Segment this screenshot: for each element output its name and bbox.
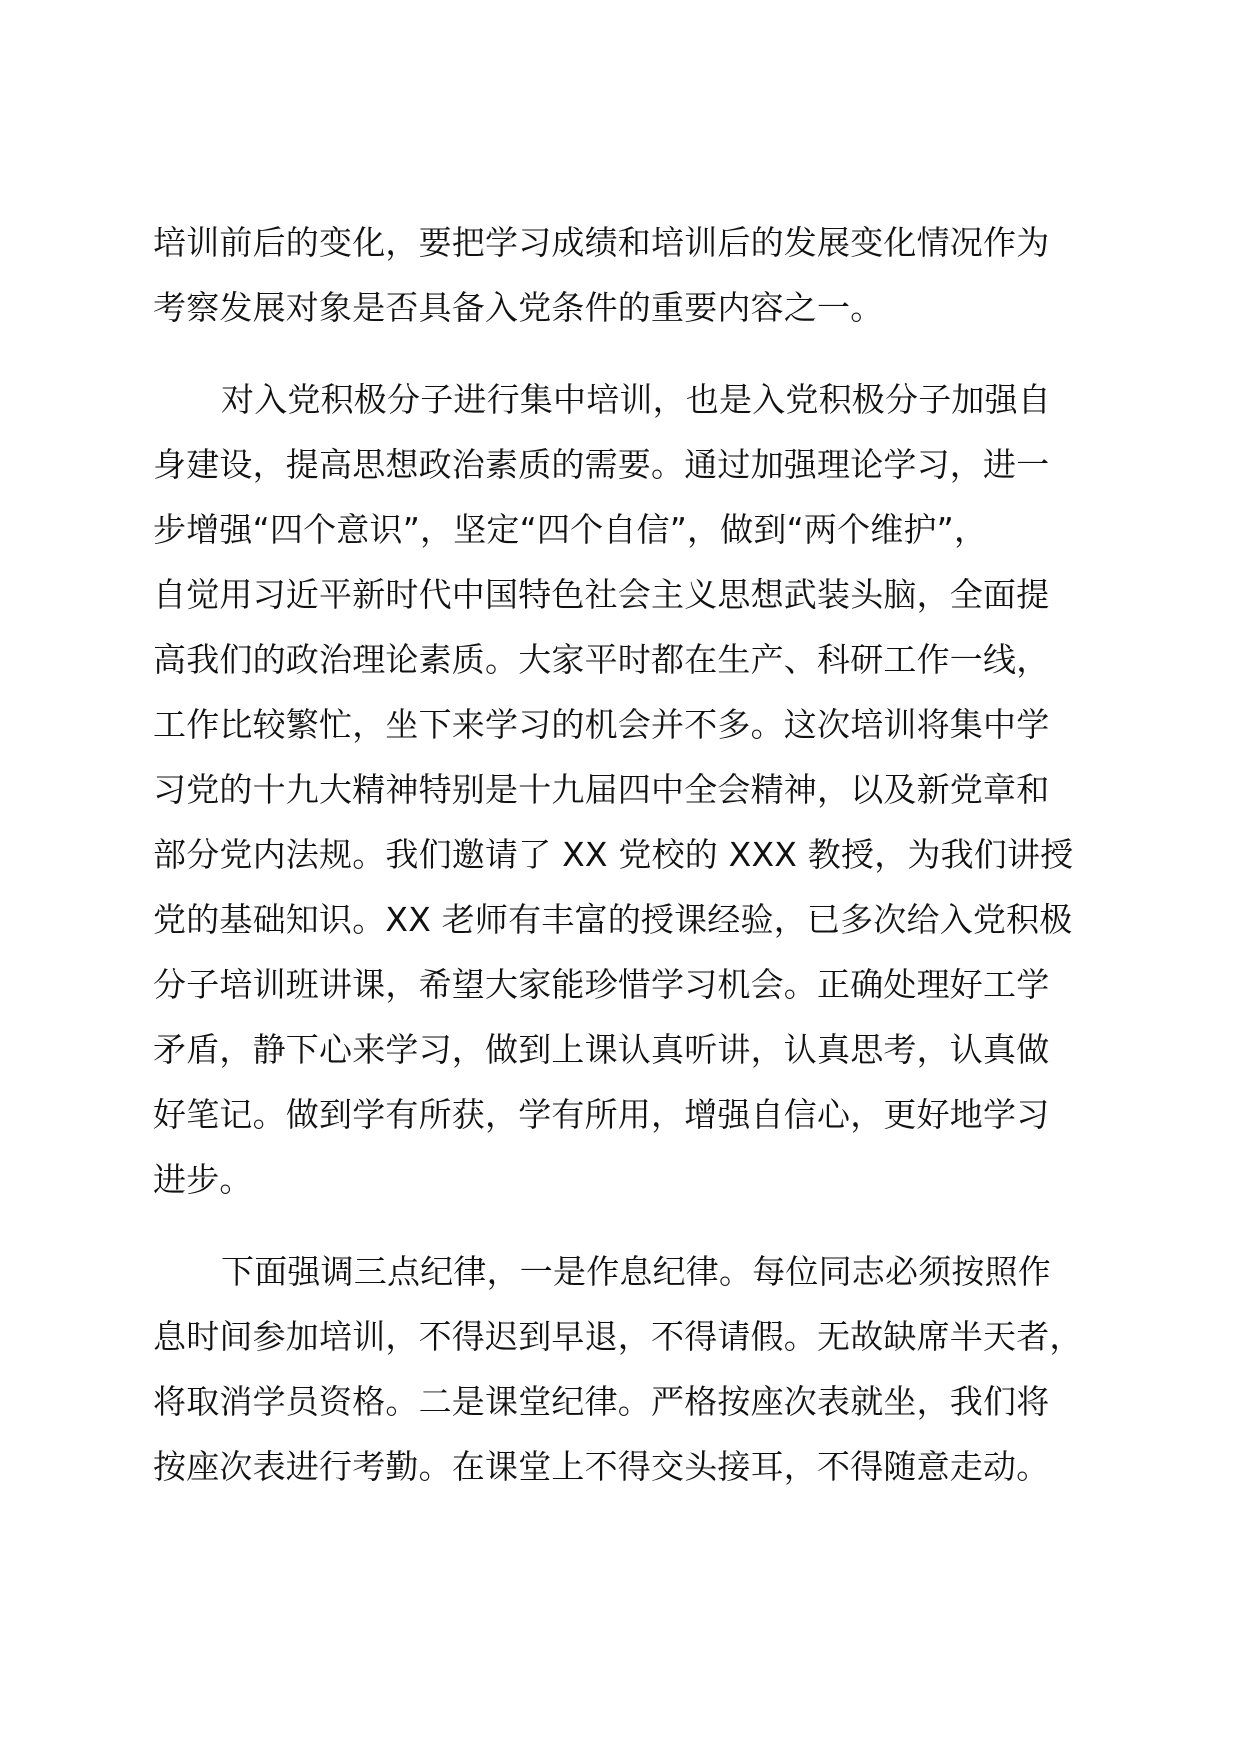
text-line: 步增强“四个意识”，坚定“四个自信”，做到“两个维护”， — [153, 510, 988, 549]
text-line: 部分党内法规。我们邀请了 XX 党校的 XXX 教授，为我们讲授 — [153, 835, 1074, 874]
text-line: 将取消学员资格。二是课堂纪律。严格按座次表就坐，我们将 — [153, 1382, 1050, 1421]
text-line: 分子培训班讲课，希望大家能珍惜学习机会。正确处理好工学 — [153, 965, 1050, 1004]
text-line-first: 下面强调三点纪律，一是作息纪律。每位同志必须按照作 — [221, 1252, 1051, 1291]
text-line: 矛盾，静下心来学习，做到上课认真听讲，认真思考，认真做 — [153, 1030, 1050, 1069]
text-line: 好笔记。做到学有所获，学有所用，增强自信心，更好地学习 — [153, 1095, 1050, 1134]
text-line: 习党的十九大精神特别是十九届四中全会精神，以及新党章和 — [153, 770, 1050, 809]
text-line: 工作比较繁忙，坐下来学习的机会并不多。这次培训将集中学 — [153, 705, 1050, 744]
text-line: 按座次表进行考勤。在课堂上不得交头接耳，不得随意走动。 — [153, 1447, 1050, 1486]
text-line: 高我们的政治理论素质。大家平时都在生产、科研工作一线， — [153, 640, 1050, 679]
text-line: 息时间参加培训，不得迟到早退，不得请假。无故缺席半天者， — [153, 1317, 1083, 1356]
paragraph-spacer — [153, 340, 1093, 367]
paragraph-spacer — [153, 1212, 1093, 1239]
text-line: 考察发展对象是否具备入党条件的重要内容之一。 — [153, 288, 884, 327]
text-line: 党的基础知识。XX 老师有丰富的授课经验，已多次给入党积极 — [153, 900, 1073, 939]
paragraph-discipline — [153, 1239, 1093, 1499]
text-line-first: 对入党积极分子进行集中培训，也是入党积极分子加强自 — [221, 380, 1051, 419]
paragraph-training-purpose — [153, 367, 1093, 1212]
document-body — [153, 210, 1093, 1499]
text-line: 培训前后的变化，要把学习成绩和培训后的发展变化情况作为 — [153, 223, 1050, 262]
text-line: 身建设，提高思想政治素质的需要。通过加强理论学习，进一 — [153, 445, 1050, 484]
text-line: 自觉用习近平新时代中国特色社会主义思想武装头脑，全面提 — [153, 575, 1050, 614]
paragraph-continuation — [153, 210, 1093, 340]
text-line: 进步。 — [153, 1160, 253, 1199]
